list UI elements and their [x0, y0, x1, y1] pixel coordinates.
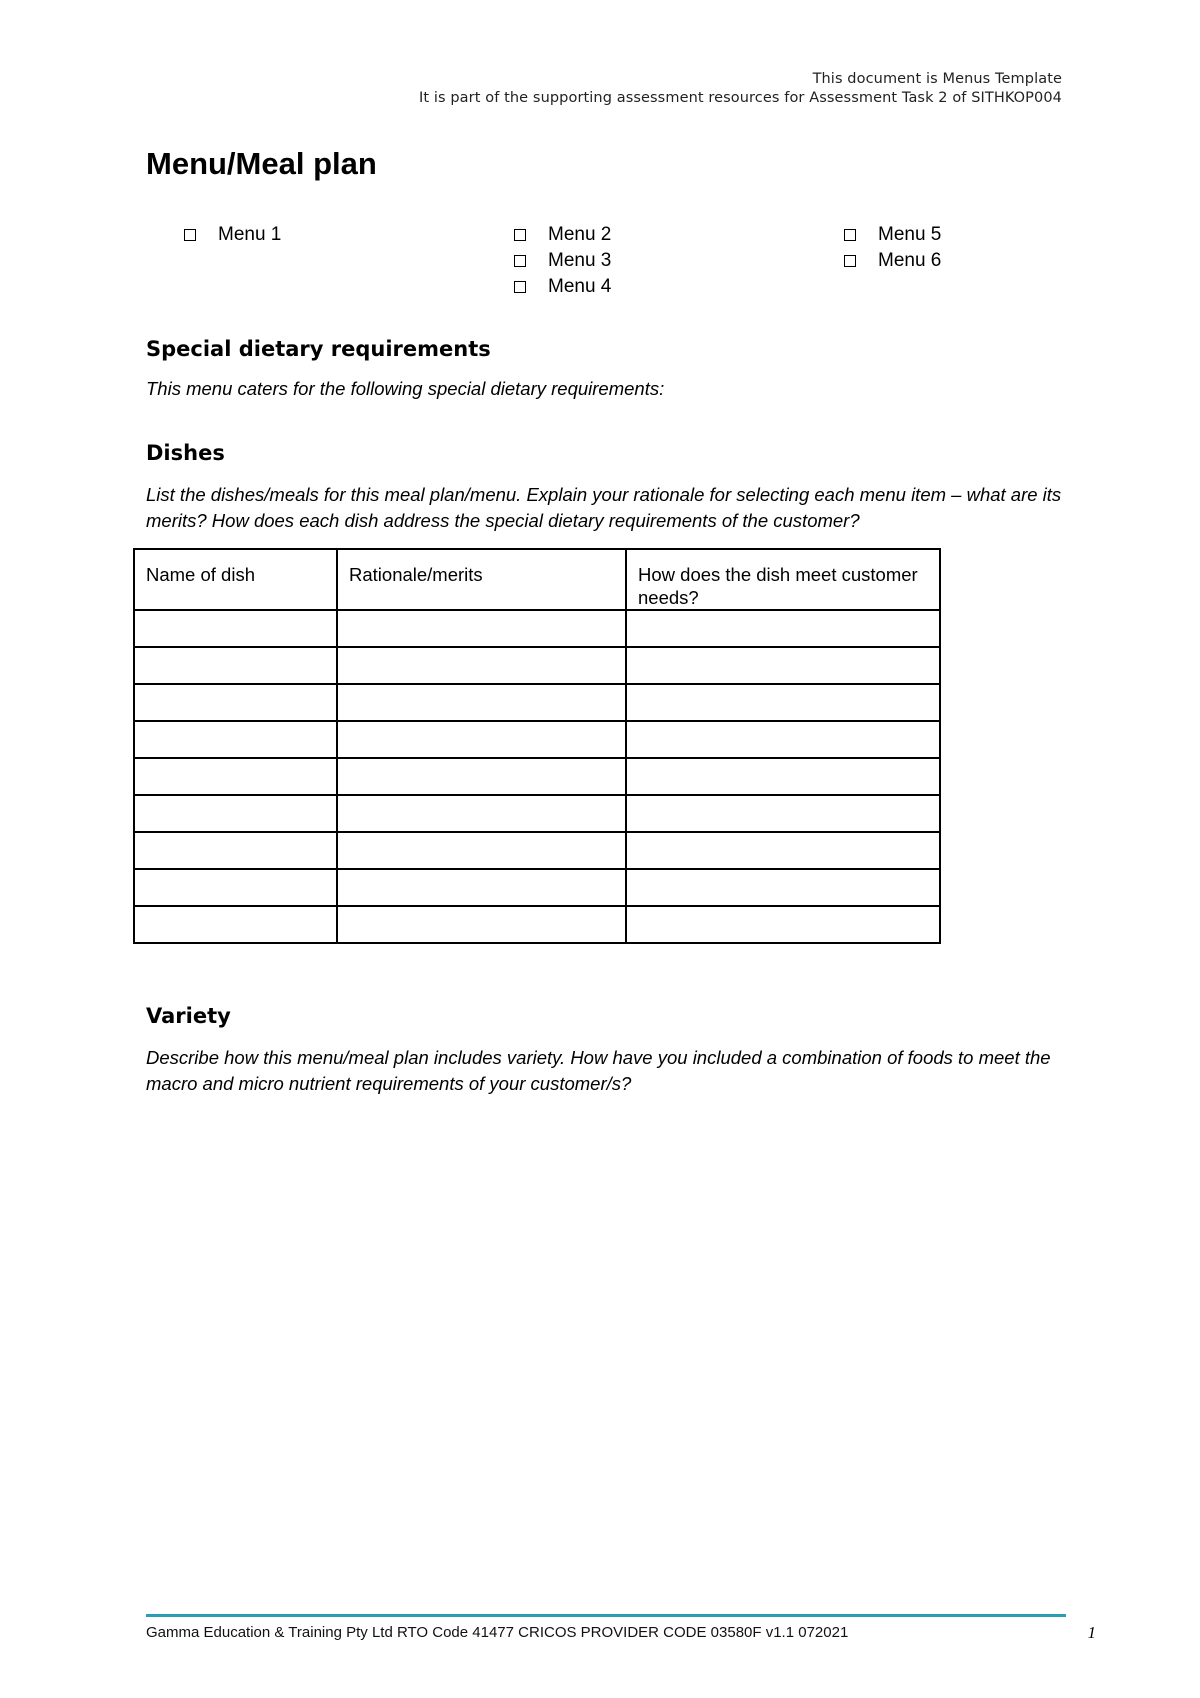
menu-option-1[interactable] — [184, 222, 281, 248]
menu-option-3[interactable] — [514, 248, 611, 274]
header-document-name: This document is Menus Template — [812, 71, 1062, 87]
menu-option-5[interactable] — [844, 222, 941, 248]
table-cell[interactable] — [337, 795, 626, 832]
document-header — [419, 70, 1062, 108]
checkbox-icon[interactable] — [514, 281, 526, 293]
table-row — [134, 610, 940, 647]
page-number: 1 — [1087, 1623, 1096, 1642]
table-cell[interactable] — [626, 721, 940, 758]
table-row — [134, 869, 940, 906]
table-cell[interactable] — [337, 647, 626, 684]
table-cell[interactable] — [134, 869, 337, 906]
table-cell[interactable] — [337, 906, 626, 943]
dishes-table-body — [134, 610, 940, 943]
dishes-instructions: List the dishes/meals for this meal plan/menu. Explain your rationale for selecting each menu item – what are its merits? How does each dish address the special dietary requirements of the customer? — [146, 484, 1062, 531]
table-row — [134, 721, 940, 758]
column-header-customer-needs: How does the dish meet customer needs? — [626, 549, 940, 610]
page-title: Menu/Meal plan — [146, 146, 377, 181]
table-cell[interactable] — [626, 610, 940, 647]
checkbox-icon[interactable] — [514, 255, 526, 267]
checkbox-icon[interactable] — [844, 255, 856, 267]
table-cell[interactable] — [626, 795, 940, 832]
menu-option-label: Menu 4 — [548, 276, 612, 297]
menu-option-4[interactable] — [514, 274, 611, 300]
table-cell[interactable] — [134, 684, 337, 721]
table-cell[interactable] — [134, 906, 337, 943]
table-cell[interactable] — [134, 832, 337, 869]
table-cell[interactable] — [626, 758, 940, 795]
special-dietary-heading: Special dietary requirements — [146, 337, 491, 361]
table-cell[interactable] — [134, 721, 337, 758]
menu-option-label: Menu 1 — [218, 224, 282, 245]
table-cell[interactable] — [337, 684, 626, 721]
menu-option-6[interactable] — [844, 248, 941, 274]
table-cell[interactable] — [626, 832, 940, 869]
menu-option-label: Menu 2 — [548, 224, 612, 245]
table-cell[interactable] — [626, 906, 940, 943]
menu-options-column-1 — [184, 222, 281, 248]
checkbox-icon[interactable] — [184, 229, 196, 241]
table-header-row — [134, 549, 940, 610]
table-cell[interactable] — [626, 684, 940, 721]
menu-option-2[interactable] — [514, 222, 611, 248]
menu-option-label: Menu 6 — [878, 250, 942, 271]
table-row — [134, 906, 940, 943]
table-cell[interactable] — [337, 869, 626, 906]
table-row — [134, 832, 940, 869]
table-row — [134, 684, 940, 721]
table-row — [134, 758, 940, 795]
dishes-table — [133, 548, 941, 944]
variety-heading: Variety — [146, 1004, 231, 1028]
table-cell[interactable] — [134, 795, 337, 832]
menu-options-column-2 — [514, 222, 611, 300]
table-cell[interactable] — [337, 610, 626, 647]
special-dietary-instructions: This menu caters for the following special dietary requirements: — [146, 378, 665, 399]
checkbox-icon[interactable] — [844, 229, 856, 241]
column-header-name-of-dish: Name of dish — [134, 549, 337, 610]
table-cell[interactable] — [337, 758, 626, 795]
table-cell[interactable] — [134, 610, 337, 647]
checkbox-icon[interactable] — [514, 229, 526, 241]
menu-option-label: Menu 5 — [878, 224, 942, 245]
column-header-rationale: Rationale/merits — [337, 549, 626, 610]
menu-options-column-3 — [844, 222, 941, 274]
header-assessment-info: It is part of the supporting assessment resources for Assessment Task 2 of SITHKOP004 — [419, 90, 1062, 106]
footer-provider-info: Gamma Education & Training Pty Ltd RTO Code 41477 CRICOS PROVIDER CODE 03580F v1.1 072021 — [146, 1624, 849, 1641]
table-cell[interactable] — [337, 832, 626, 869]
table-cell[interactable] — [337, 721, 626, 758]
variety-instructions: Describe how this menu/meal plan includes variety. How have you included a combination of foods to meet the macro and micro nutrient requirements of your customer/s? — [146, 1047, 1051, 1094]
table-cell[interactable] — [134, 647, 337, 684]
table-cell[interactable] — [626, 869, 940, 906]
table-row — [134, 795, 940, 832]
dishes-heading: Dishes — [146, 441, 225, 465]
table-cell[interactable] — [626, 647, 940, 684]
footer-rule — [146, 1614, 1066, 1617]
table-row — [134, 647, 940, 684]
table-cell[interactable] — [134, 758, 337, 795]
menu-option-label: Menu 3 — [548, 250, 612, 271]
